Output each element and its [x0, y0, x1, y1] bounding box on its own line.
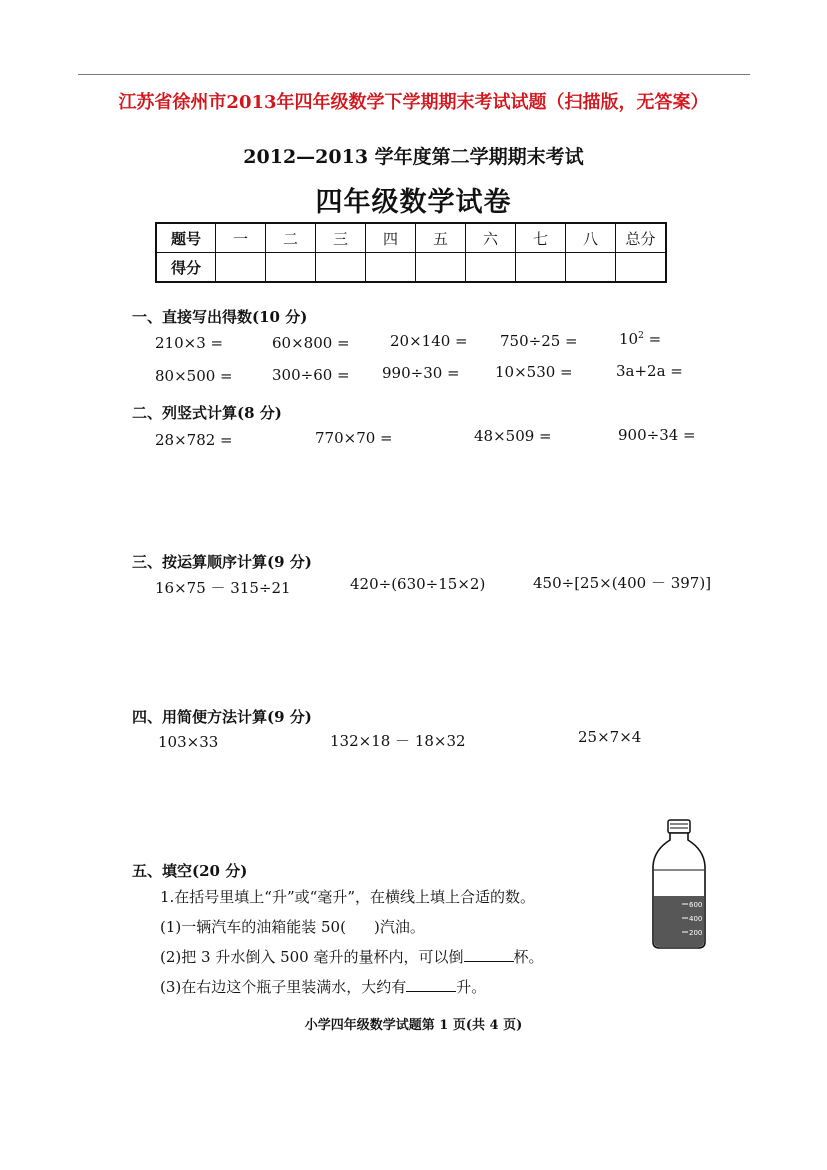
expression: 990÷30 = — [382, 364, 460, 382]
answer-blank — [406, 977, 456, 992]
score-table-cell: 题号 — [156, 223, 216, 253]
expression: 60×800 = — [272, 334, 350, 352]
question-text: 杯。 — [513, 948, 544, 966]
question-text: 升。 — [456, 978, 487, 996]
score-table-cell: 二 — [266, 223, 316, 253]
fill-question — [160, 946, 544, 967]
expression: 132×18 － 18×32 — [330, 732, 466, 750]
expression: 750÷25 = — [500, 332, 578, 350]
score-table-cell: 六 — [466, 223, 516, 253]
expression: 16×75 － 315÷21 — [155, 579, 291, 597]
score-table-empty-cell — [566, 253, 616, 283]
power-exponent: 2 — [638, 331, 644, 341]
section-3-heading: 三、按运算顺序计算(9 分) — [132, 553, 312, 571]
expression: 450÷[25×(400 － 397)] — [533, 574, 712, 592]
score-table-cell: 四 — [366, 223, 416, 253]
score-table-cell: 八 — [566, 223, 616, 253]
section-4-heading: 四、用简便方法计算(9 分) — [132, 708, 312, 726]
question-text: (1)一辆汽车的油箱能装 50( — [160, 918, 346, 936]
fill-question: 1.在括号里填上“升”或“毫升”，在横线上填上合适的数。 — [160, 888, 535, 906]
score-table-empty-cell — [216, 253, 266, 283]
expression: 10×530 = — [495, 363, 573, 381]
paper-title: 四年级数学试卷 — [315, 187, 512, 218]
score-table-empty-cell — [266, 253, 316, 283]
expression: 103×33 — [158, 733, 219, 751]
expression: 25×7×4 — [578, 728, 642, 746]
score-table-cell: 五 — [416, 223, 466, 253]
expression: 900÷34 = — [618, 426, 696, 444]
question-text: (2)把 3 升水倒入 500 毫升的量杯内，可以倒 — [160, 948, 464, 966]
score-table-cell: 一 — [216, 223, 266, 253]
fill-question — [160, 976, 486, 997]
scale-label: 400 — [689, 915, 703, 923]
document-title: 江苏省徐州市2013年四年级数学下学期期末考试试题（扫描版，无答案） — [118, 92, 709, 113]
scale-label: 200 — [689, 929, 703, 937]
score-table-cell: 七 — [516, 223, 566, 253]
expression: 210×3 = — [155, 334, 224, 352]
section-2-heading: 二、列竖式计算(8 分) — [132, 404, 282, 422]
expression: 28×782 = — [155, 431, 233, 449]
score-table-empty-cell — [316, 253, 366, 283]
expression: 80×500 = — [155, 367, 233, 385]
question-text: )汽油。 — [373, 918, 425, 936]
section-5-heading: 五、填空(20 分) — [132, 862, 248, 880]
score-table-empty-cell — [616, 253, 667, 283]
expression: 20×140 = — [390, 332, 468, 350]
question-text: (3)在右边这个瓶子里装满水，大约有 — [160, 978, 407, 996]
score-table-empty-cell — [366, 253, 416, 283]
exam-title: 2012—2013 学年度第二学期期末考试 — [243, 146, 584, 168]
score-table-empty-cell — [516, 253, 566, 283]
top-rule — [78, 74, 750, 75]
expression: 3a+2a = — [616, 362, 683, 380]
bottle-cap — [668, 820, 690, 833]
score-table-empty-cell — [466, 253, 516, 283]
score-table-cell: 得分 — [156, 253, 216, 283]
page-footer: 小学四年级数学试题第 1 页(共 4 页) — [304, 1018, 523, 1033]
answer-blank — [464, 947, 514, 962]
bottle-illustration — [648, 818, 710, 952]
score-table-empty-cell — [416, 253, 466, 283]
expression — [619, 330, 661, 348]
score-table — [155, 222, 667, 283]
expression: 770×70 = — [315, 429, 393, 447]
score-table-cell: 三 — [316, 223, 366, 253]
fill-question — [160, 916, 425, 937]
score-table-cell: 总分 — [616, 223, 667, 253]
expression: 48×509 = — [474, 427, 552, 445]
section-1-heading: 一、直接写出得数(10 分) — [132, 308, 308, 326]
score-table-header-row — [156, 223, 666, 253]
scale-label: 600 — [689, 901, 703, 909]
power-base: 10 — [619, 330, 639, 348]
expression: 420÷(630÷15×2) — [350, 575, 486, 593]
expression: 300÷60 = — [272, 366, 350, 384]
equals-sign: = — [643, 330, 662, 348]
score-table-score-row — [156, 253, 666, 283]
